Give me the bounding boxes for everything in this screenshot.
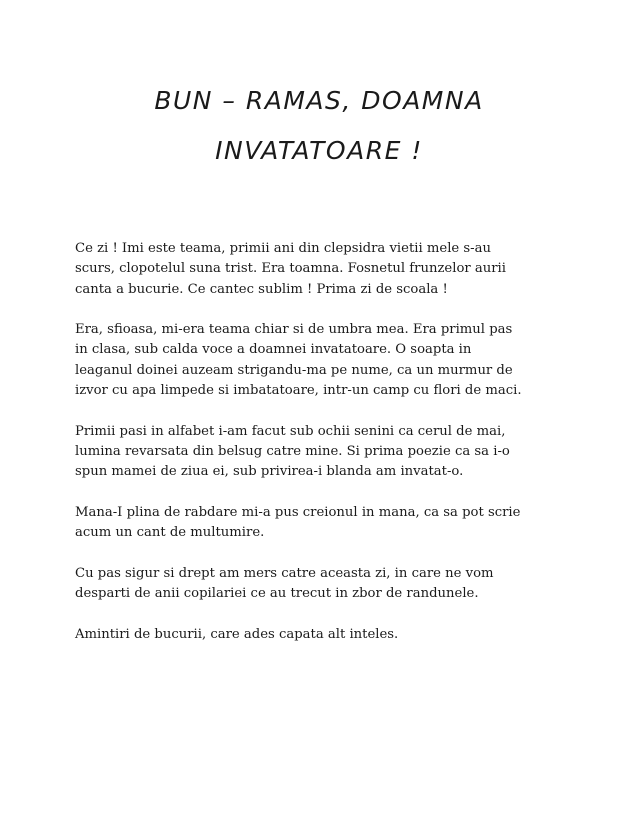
paragraph-4: Mana-I plina de rabdare mi-a pus creionul in mana, ca sa pot scrie acum un cant de multumire. xyxy=(75,504,521,541)
paragraph-5: Cu pas sigur si drept am mers catre aceasta zi, in care ne vom desparti de anii copilariei ce au trecut in zbor de randunele. xyxy=(75,565,494,602)
title-line-1: BUN – RAMAS, DOAMNA xyxy=(154,86,484,115)
paragraph-2: Era, sfioasa, mi-era teama chiar si de umbra mea. Era primul pas in clasa, sub calda voce a doamnei invatatoare. O soapta in leaganul doinei auzeam strigandu-ma pe nume, ca un murmur de izvor cu apa limpede si imbatatoare, intr-un camp cu flori de maci. xyxy=(75,322,522,399)
paragraph-6: Amintiri de bucurii, care ades capata alt inteles. xyxy=(75,626,399,642)
paragraph-1: Ce zi ! Imi este teama, primii ani din clepsidra vietii mele s-au scurs, clopotelul suna trist. Era toamna. Fosnetul frunzelor aurii canta a bucurie. Ce cantec sublim ! Prima zi de scoala ! xyxy=(75,241,506,297)
paragraph-3: Primii pasi in alfabet i-am facut sub ochii senini ca cerul de mai, lumina revarsata din belsug catre mine. Si prima poezie ca sa i-o spun mamei de ziua ei, sub privirea-i blanda am invatat-o. xyxy=(75,423,510,480)
title-line-2: INVATATOARE ! xyxy=(215,136,423,165)
document-body xyxy=(75,239,575,665)
